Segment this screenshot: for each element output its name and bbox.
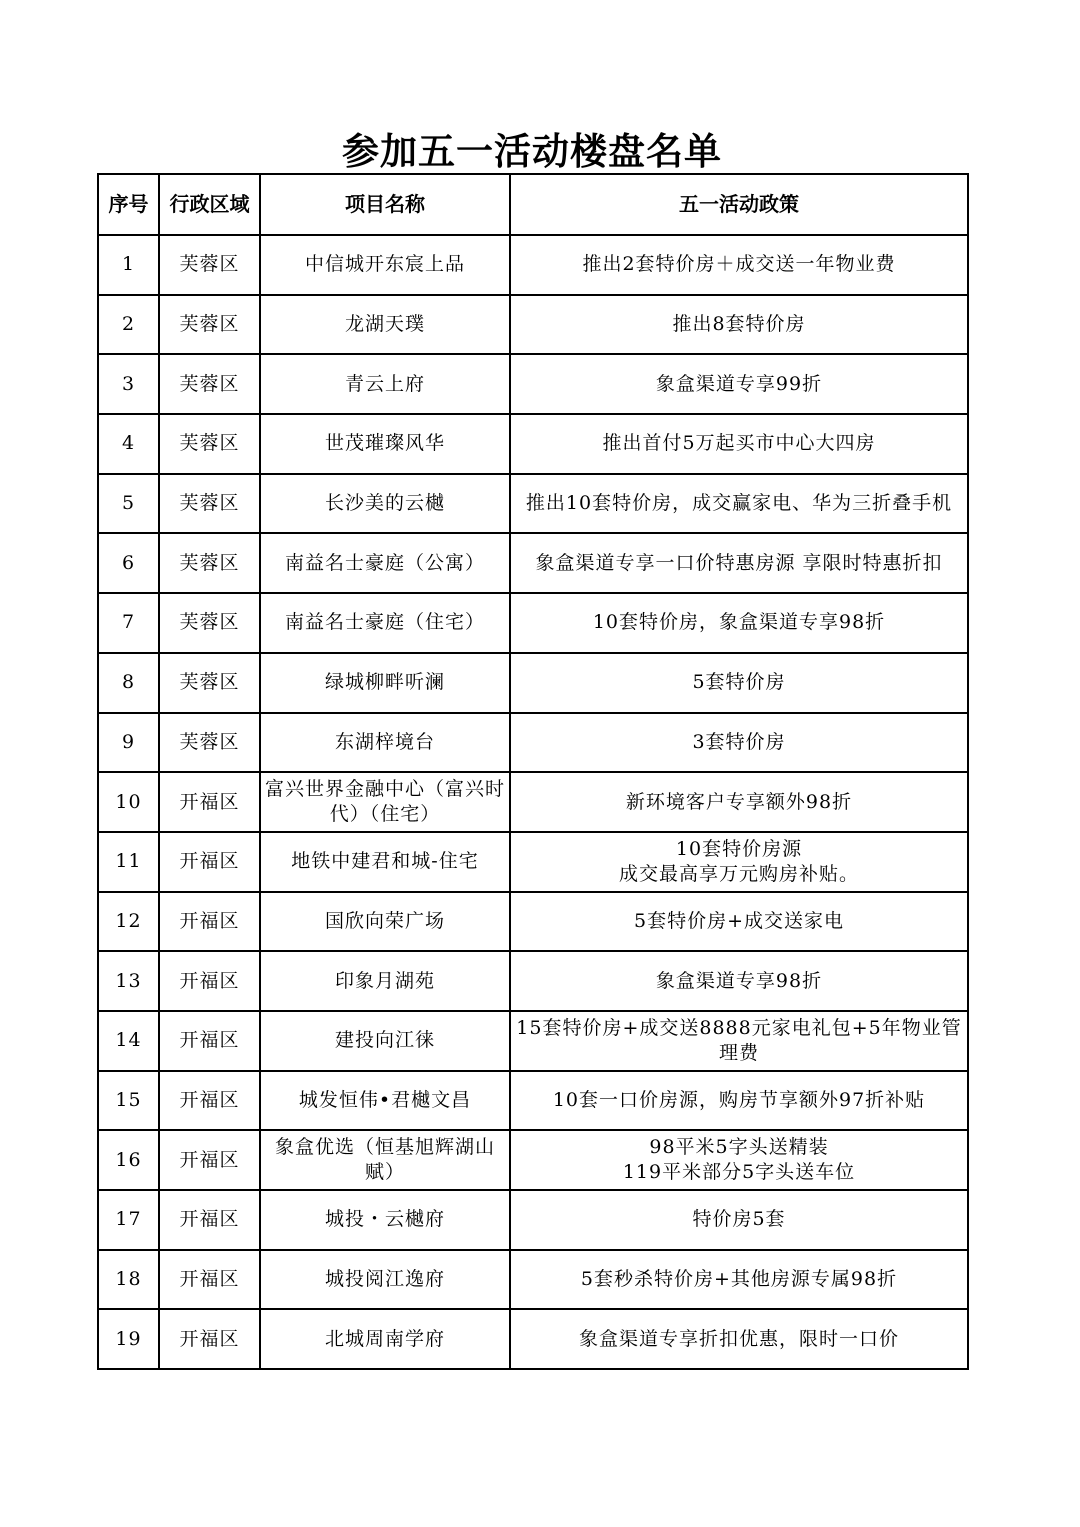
policy-text: 5套特价房+成交送家电 — [633, 909, 844, 932]
cell-no: 5 — [98, 474, 159, 534]
cell-project: 地铁中建君和城-住宅 — [260, 832, 510, 892]
policy-text: 象盒渠道专享折扣优惠，限时一口价 — [578, 1327, 899, 1350]
table-row — [98, 1071, 968, 1131]
cell-district: 开福区 — [159, 1011, 260, 1071]
cell-project: 城投阅江逸府 — [260, 1250, 510, 1310]
policy-text: 5套特价房 — [692, 671, 786, 694]
table-row — [98, 951, 968, 1011]
cell-project: 富兴世界金融中心（富兴时代）（住宅） — [260, 772, 510, 832]
table-row — [98, 772, 968, 832]
table-row — [98, 235, 968, 295]
table-row — [98, 713, 968, 773]
cell-project: 建投向江徕 — [260, 1011, 510, 1071]
cell-project: 青云上府 — [260, 354, 510, 414]
policy-text: 5套秒杀特价房+其他房源专属98折 — [580, 1268, 898, 1291]
cell-no: 19 — [98, 1309, 159, 1369]
table-body — [98, 235, 968, 1369]
cell-project: 东湖梓境台 — [260, 713, 510, 773]
cell-policy — [510, 892, 968, 952]
cell-project: 绿城柳畔听澜 — [260, 653, 510, 713]
policy-text: 10套特价房，象盒渠道专享98折 — [592, 611, 886, 634]
table-row — [98, 1190, 968, 1250]
policy-text: 15套特价房+成交送8888元家电礼包+5年物业管理费 — [516, 1016, 962, 1064]
page-title: 参加五一活动楼盘名单 — [342, 130, 722, 173]
cell-district: 芙蓉区 — [159, 713, 260, 773]
policy-text: 新环境客户专享额外98折 — [625, 790, 853, 813]
cell-policy — [510, 593, 968, 653]
table-row — [98, 892, 968, 952]
cell-policy — [510, 474, 968, 534]
cell-district: 芙蓉区 — [159, 533, 260, 593]
header-no: 序号 — [98, 174, 159, 235]
policy-text: 象盒渠道专享99折 — [655, 372, 823, 395]
table-row — [98, 1250, 968, 1310]
policy-text: 推出10套特价房，成交赢家电、华为三折叠手机 — [525, 492, 953, 515]
cell-policy — [510, 414, 968, 474]
cell-policy — [510, 772, 968, 832]
cell-district: 开福区 — [159, 1130, 260, 1190]
table-row — [98, 414, 968, 474]
table-row — [98, 474, 968, 534]
cell-no: 3 — [98, 354, 159, 414]
cell-policy — [510, 951, 968, 1011]
policy-text: 10套特价房源 成交最高享万元购房补贴。 — [618, 837, 859, 885]
cell-policy — [510, 1190, 968, 1250]
cell-no: 1 — [98, 235, 159, 295]
cell-policy — [510, 713, 968, 773]
cell-no: 8 — [98, 653, 159, 713]
policy-text: 98平米5字头送精装 119平米部分5字头送车位 — [622, 1136, 856, 1184]
policy-text: 推出首付5万起买市中心大四房 — [602, 432, 876, 455]
cell-policy — [510, 295, 968, 355]
cell-no: 9 — [98, 713, 159, 773]
cell-policy — [510, 832, 968, 892]
cell-no: 2 — [98, 295, 159, 355]
cell-no: 11 — [98, 832, 159, 892]
header-project: 项目名称 — [260, 174, 510, 235]
policy-text: 推出8套特价房 — [672, 313, 806, 336]
header-policy: 五一活动政策 — [510, 174, 968, 235]
cell-no: 17 — [98, 1190, 159, 1250]
cell-district: 芙蓉区 — [159, 653, 260, 713]
table-row — [98, 832, 968, 892]
cell-district: 芙蓉区 — [159, 235, 260, 295]
cell-district: 开福区 — [159, 1071, 260, 1131]
cell-project: 龙湖天璞 — [260, 295, 510, 355]
cell-policy — [510, 235, 968, 295]
cell-no: 14 — [98, 1011, 159, 1071]
cell-district: 开福区 — [159, 1309, 260, 1369]
cell-district: 芙蓉区 — [159, 474, 260, 534]
cell-policy — [510, 1250, 968, 1310]
policy-text: 象盒渠道专享98折 — [655, 969, 823, 992]
cell-district: 芙蓉区 — [159, 354, 260, 414]
cell-no: 10 — [98, 772, 159, 832]
cell-no: 18 — [98, 1250, 159, 1310]
cell-project: 南益名士豪庭（住宅） — [260, 593, 510, 653]
cell-district: 开福区 — [159, 951, 260, 1011]
property-list-table — [97, 173, 969, 1370]
table-row — [98, 593, 968, 653]
policy-text: 特价房5套 — [692, 1208, 786, 1231]
table-row — [98, 533, 968, 593]
table-row — [98, 1309, 968, 1369]
policy-text: 10套一口价房源，购房节享额外97折补贴 — [552, 1088, 926, 1111]
cell-project: 城发恒伟•君樾文昌 — [260, 1071, 510, 1131]
cell-no: 6 — [98, 533, 159, 593]
cell-policy — [510, 653, 968, 713]
cell-project: 中信城开东宸上品 — [260, 235, 510, 295]
cell-district: 芙蓉区 — [159, 414, 260, 474]
cell-district: 开福区 — [159, 1190, 260, 1250]
cell-project: 国欣向荣广场 — [260, 892, 510, 952]
policy-text: 推出2套特价房＋成交送一年物业费 — [582, 253, 896, 276]
table-row — [98, 354, 968, 414]
cell-no: 12 — [98, 892, 159, 952]
cell-project: 世茂璀璨风华 — [260, 414, 510, 474]
policy-text: 3套特价房 — [692, 730, 786, 753]
table-row — [98, 653, 968, 713]
cell-district: 开福区 — [159, 1250, 260, 1310]
cell-no: 16 — [98, 1130, 159, 1190]
cell-project: 象盒优选（恒基旭辉湖山赋） — [260, 1130, 510, 1190]
cell-district: 芙蓉区 — [159, 295, 260, 355]
policy-text: 象盒渠道专享一口价特惠房源 享限时特惠折扣 — [535, 551, 943, 574]
cell-no: 15 — [98, 1071, 159, 1131]
cell-district: 开福区 — [159, 892, 260, 952]
table-row — [98, 295, 968, 355]
cell-no: 13 — [98, 951, 159, 1011]
cell-policy — [510, 533, 968, 593]
cell-policy — [510, 1309, 968, 1369]
header-district: 行政区域 — [159, 174, 260, 235]
cell-project: 印象月湖苑 — [260, 951, 510, 1011]
cell-policy — [510, 354, 968, 414]
cell-policy — [510, 1071, 968, 1131]
cell-district: 芙蓉区 — [159, 593, 260, 653]
table-row — [98, 1130, 968, 1190]
cell-policy — [510, 1011, 968, 1071]
cell-district: 开福区 — [159, 832, 260, 892]
cell-policy — [510, 1130, 968, 1190]
cell-district: 开福区 — [159, 772, 260, 832]
cell-project: 北城周南学府 — [260, 1309, 510, 1369]
cell-no: 4 — [98, 414, 159, 474]
table-header-row — [98, 174, 968, 235]
cell-project: 长沙美的云樾 — [260, 474, 510, 534]
cell-project: 南益名士豪庭（公寓） — [260, 533, 510, 593]
table-row — [98, 1011, 968, 1071]
cell-no: 7 — [98, 593, 159, 653]
cell-project: 城投・云樾府 — [260, 1190, 510, 1250]
